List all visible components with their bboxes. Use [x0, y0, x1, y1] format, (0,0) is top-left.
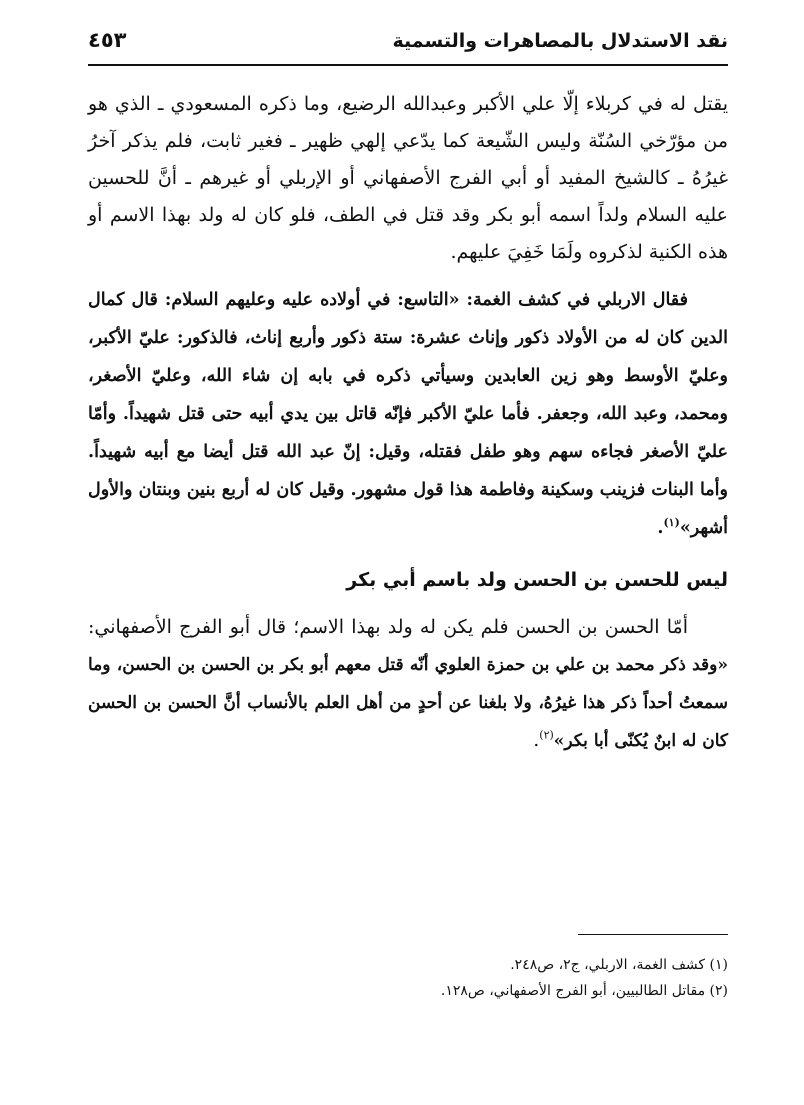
body-text [88, 86, 728, 760]
paragraph-2-end: . [657, 518, 664, 538]
running-head: نقد الاستدلال بالمصاهرات والتسمية [392, 30, 728, 52]
book-page [88, 24, 728, 1084]
footnote-2: (٢) مقاتل الطالبيين، أبو الفرج الأصفهاني، ص١٢٨. [440, 983, 728, 999]
paragraph-3-quote: «وقد ذكر محمد بن علي بن حمزة العلوي أنّه قتل معهم أبو بكر بن الحسن بن الحسن، وما سمعتُ أحداً ذكر هذا غيرُهُ، ولا بلغنا عن أحدٍ من أهل العلم بالأنساب أنَّ الحسن بن الحسن كان له ابنٌ يُكنّى أبا بكر» [88, 655, 728, 751]
footnote-divider [578, 934, 728, 935]
footnote-ref-2[interactable]: (٢) [539, 728, 554, 742]
page-number: ٤٥٣ [88, 28, 127, 52]
paragraph-3-end: . [533, 729, 540, 751]
paragraph-1: يقتل له في كربلاء إلّا علي الأكبر وعبدالله الرضيع، وما ذكره المسعودي ـ الذي هو من مؤرّخي السُنّة وليس الشّيعة كما يدّعي إلهي ظهير ـ فغير ثابت، فلم يذكر آخرُ غيرُهُ ـ كالشيخ المفيد أو أبي الفرج الأصفهاني أو الإربلي أو غيرهم ـ أنَّ للحسين عليه السلام ولداً اسمه أبو بكر وقد قتل في الطف، فلو كان له ولد بهذا الاسم أو هذه الكنية لذكروه ولَمَا خَفِيَ عليهم. [88, 93, 728, 263]
footnotes [88, 952, 728, 1004]
page-header [88, 24, 728, 66]
paragraph-3 [88, 609, 728, 760]
paragraph-2 [88, 281, 728, 547]
footnote-ref-1[interactable]: (١) [663, 516, 680, 530]
paragraph-2-text: فقال الاربلي في كشف الغمة: «التاسع: في أولاده عليه وعليهم السلام: قال كمال الدين كان له من الأولاد ذكور وإناث عشرة: ستة ذكور وأربع إناث، فالذكور: عليّ الأكبر، وعليّ الأوسط وهو زين العابدين وسيأتي ذكره في بابه إن شاء الله، وعليّ الأصغر، ومحمد، وعبد الله، وجعفر. فأما عليّ الأكبر فإنّه قاتل بين يدي أبيه حتى قتل شهيداً. وأمّا عليّ الأصغر فجاءه سهم وهو طفل فقتله، وقيل: إنّ عبد الله قتل أيضا مع أبيه شهيداً. وأما البنات فزينب وسكينة وفاطمة هذا قول مشهور. وقيل كان له أربع بنين وبنتان والأول أشهر» [88, 290, 728, 538]
section-heading: ليس للحسن بن الحسن ولد باسم أبي بكر [346, 569, 728, 591]
footnote-1: (١) كشف الغمة، الاربلي، ج٢، ص٢٤٨. [510, 957, 728, 973]
paragraph-3-intro: أمّا الحسن بن الحسن فلم يكن له ولد بهذا الاسم؛ قال أبو الفرج الأصفهاني: [88, 616, 688, 638]
